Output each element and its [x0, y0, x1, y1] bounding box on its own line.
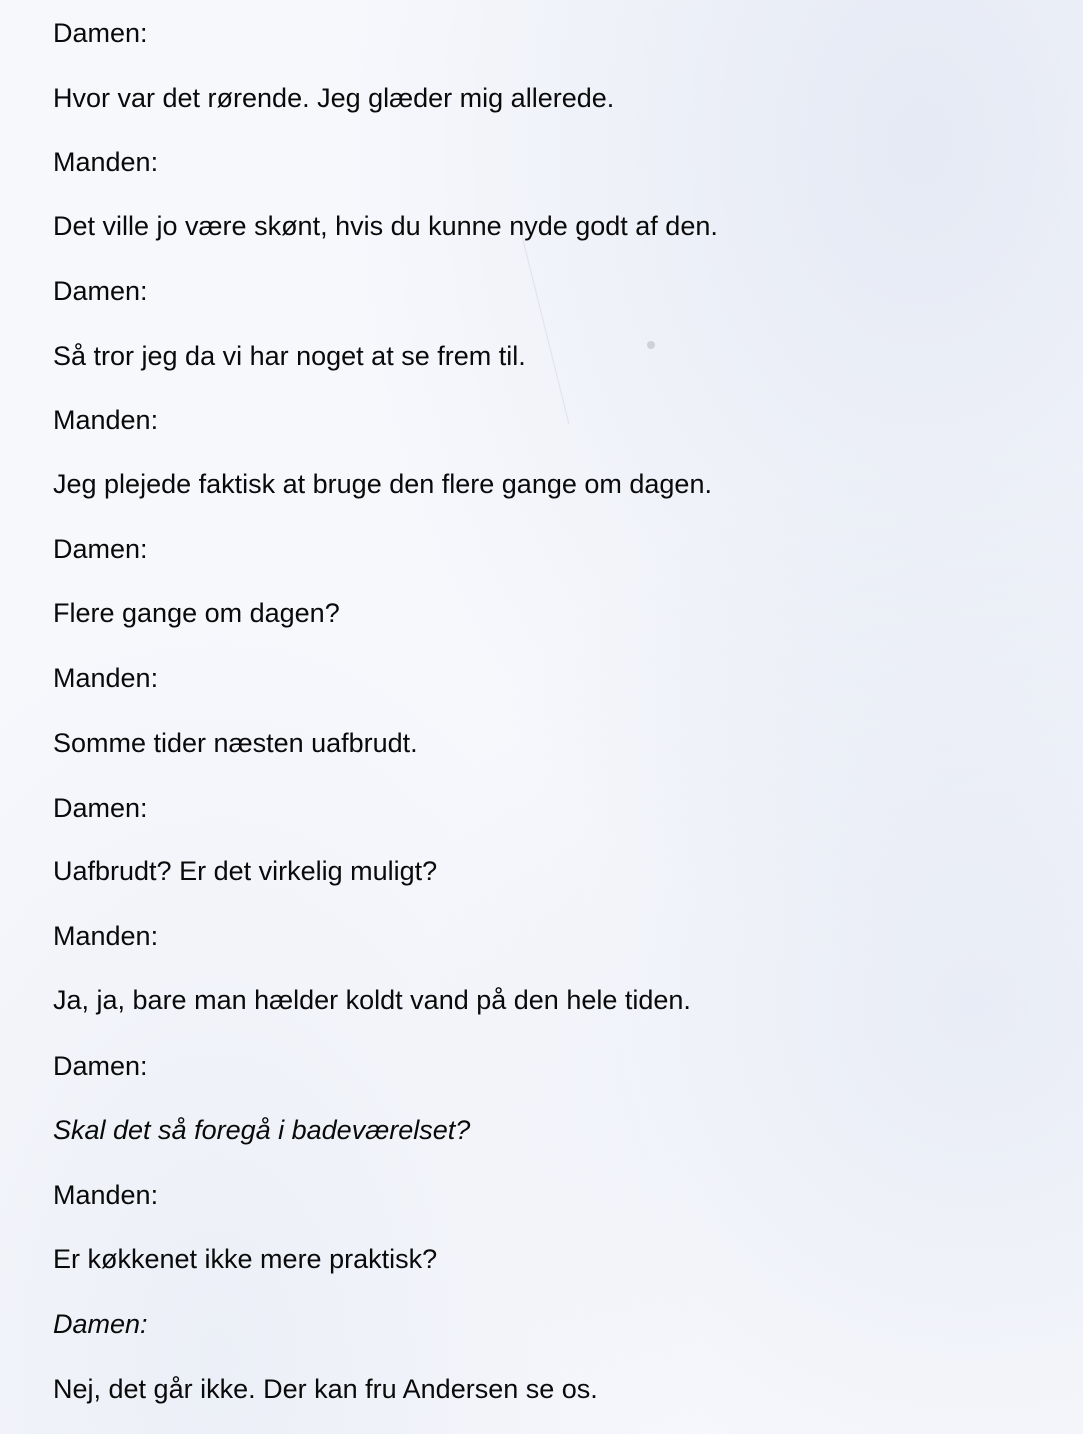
speaker-label: Manden: — [53, 147, 159, 177]
dialogue-line: Så tror jeg da vi har noget at se frem til. — [53, 341, 526, 371]
speaker-label: Damen: — [53, 793, 148, 823]
speaker-label: Manden: — [53, 1180, 159, 1210]
dialogue-line: Det ville jo være skønt, hvis du kunne nyde godt af den. — [53, 211, 718, 241]
dialogue-line: Nej, det går ikke. Der kan fru Andersen se os. — [53, 1374, 598, 1404]
speaker-label: Damen: — [53, 18, 148, 48]
speaker-label: Damen: — [53, 276, 148, 306]
speaker-label: Damen: — [53, 1051, 148, 1081]
dialogue-line: Hvor var det rørende. Jeg glæder mig allerede. — [53, 83, 615, 113]
paper-crease — [520, 230, 569, 424]
dialogue-line: Skal det så foregå i badeværelset? — [53, 1115, 471, 1145]
speaker-label: Manden: — [53, 663, 159, 693]
dialogue-line: Uafbrudt? Er det virkelig muligt? — [53, 856, 438, 886]
dialogue-line: Er køkkenet ikke mere praktisk? — [53, 1244, 438, 1274]
dialogue-line: Ja, ja, bare man hælder koldt vand på den hele tiden. — [53, 985, 691, 1015]
paper-smudge — [647, 341, 655, 349]
speaker-label: Damen: — [53, 534, 148, 564]
dialogue-line: Jeg plejede faktisk at bruge den flere gange om dagen. — [53, 469, 712, 499]
dialogue-line: Flere gange om dagen? — [53, 598, 340, 628]
speaker-label: Manden: — [53, 405, 159, 435]
speaker-label: Damen: — [53, 1309, 148, 1339]
speaker-label: Manden: — [53, 921, 159, 951]
dialogue-line: Somme tider næsten uafbrudt. — [53, 728, 418, 758]
